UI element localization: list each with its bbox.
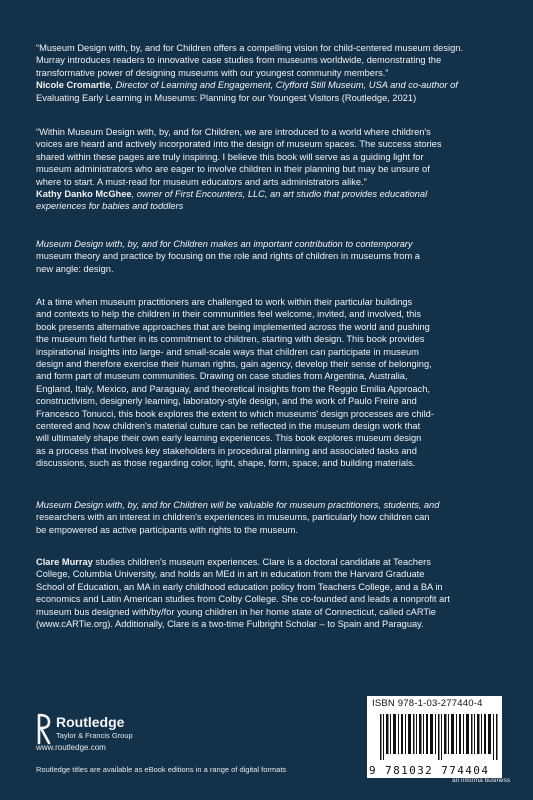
endorsement-1-attribution: [36, 79, 499, 104]
intro-line: museum theory and practice by focusing on the role and rights of children in museums from a: [36, 251, 420, 262]
endorser-role: experiences for babies and toddlers: [36, 201, 184, 212]
routledge-mark-icon: [36, 713, 52, 745]
body-line: and contexts to help the children in their communities feel welcome, invited, and involved, this: [36, 309, 421, 320]
endorsement-2: [36, 126, 499, 213]
bio-line: School of Education, an MA in early childhood education policy from Teachers College, and a BA in: [36, 581, 443, 592]
intro-line: Museum Design with, by, and for Children makes an important contribution to contemporary: [36, 239, 413, 249]
body-line: design and therefore exercise their human rights, gain agency, develop their sense of belonging,: [36, 359, 432, 370]
author-bio: [36, 556, 499, 630]
endorsement-1: [36, 42, 499, 104]
body-line: and form part of museum communities. Drawing on case studies from Argentina, Australia,: [36, 371, 408, 382]
body-line: inspirational insights into large- and small-scale ways that children can participate in museum: [36, 346, 419, 357]
endorser-name: Kathy Danko McGhee: [36, 189, 132, 200]
informa-label: an informa business: [452, 777, 511, 784]
bio-line: economics and Latin American studies from Colby College. She co-founded and leads a nonprofit art: [36, 594, 450, 605]
bio-line: museum bus designed with/by/for young children in her home state of Connecticut, called cARTie: [36, 606, 436, 617]
author-name: Clare Murray: [36, 557, 93, 567]
intro-line: new angle: design.: [36, 263, 114, 274]
endorser-role: , Director of Learning and Engagement, Clyfford Still Museum, USA and co-author of: [110, 80, 458, 91]
body-line: will ultimately shape their own early learning experiences. This book explores museum design: [36, 433, 422, 444]
intro-paragraph: [36, 238, 499, 275]
bio-line: (www.cARTie.org). Additionally, Clare is a two-time Fulbright Scholar – to Spain and Paraguay.: [36, 619, 424, 630]
bio-line: College, Columbia University, and holds an MEd in art in education from the Harvard Graduate: [36, 569, 425, 580]
endorser-name: Nicole Cromartie: [36, 80, 111, 91]
body-line: England, Italy, Mexico, and Paraguay, and theoretical insights from the Reggio Emilia Approach,: [36, 383, 430, 394]
barcode-icon: [380, 714, 498, 760]
audience-line: Museum Design with, by, and for Children will be valuable for museum practitioners, students, and: [36, 500, 440, 510]
body-line: Francesco Tonucci, this book explores the extent to which museums' design processes are child-: [36, 408, 434, 419]
barcode-digits: 9 781032 774404: [369, 764, 490, 777]
description-paragraph: [36, 296, 499, 470]
quote-line: “Museum Design with, by, and for Children offers a compelling vision for child-centered museum design.: [36, 43, 463, 53]
publisher-url[interactable]: www.routledge.com: [36, 743, 106, 752]
audience-paragraph: [36, 499, 499, 536]
publisher-name: Routledge: [56, 714, 125, 730]
quote-line: Murray introduces readers to innovative case studies from museums worldwide, demonstrating the: [36, 55, 442, 66]
body-line: discussions, such as those regarding color, light, shape, form, space, and building materials.: [36, 458, 416, 469]
endorsement-1-quote: [36, 42, 499, 79]
body-line: centered and how children's material culture can be reflected in the museum design work that: [36, 421, 421, 432]
endorsement-2-quote: [36, 126, 499, 188]
endorser-role: Evaluating Early Learning in Museums: Planning for our Youngest Visitors (Routledge, 2021): [36, 92, 417, 103]
audience-line: be empowered as active participants with rights to the museum.: [36, 524, 298, 535]
quote-line: voices are heard and actively incorporated into the design of museum spaces. The success stories: [36, 139, 442, 150]
body-line: the museum field further in its commitment to children, starting with design. This book provides: [36, 334, 425, 345]
publisher-group: Taylor & Francis Group: [56, 731, 133, 740]
quote-line: museum administrators who are eager to involve children in their planning but may be unsure of: [36, 164, 430, 175]
body-line: At a time when museum practitioners are challenged to work within their particular buildings: [36, 297, 413, 307]
quote-line: transformative power of designing museums with our youngest community members.”: [36, 67, 389, 78]
endorsement-2-attribution: [36, 188, 499, 213]
body-line: as a process that involves key stakeholders in procedural planning and associated tasks and: [36, 445, 417, 456]
quote-line: where to start. A must-read for museum educators and arts administrators alike.”: [36, 176, 367, 187]
ebook-note: Routledge titles are available as eBook editions in a range of digital formats: [36, 765, 287, 774]
bio-line: studies children's museum experiences. Clare is a doctoral candidate at Teachers: [92, 557, 431, 567]
isbn-label: ISBN 978-1-03-277440-4: [372, 698, 483, 709]
body-line: constructivism, designerly learning, laboratory-style design, and the work of Paulo Freire and: [36, 396, 417, 407]
quote-line: “Within Museum Design with, by, and for Children, we are introduced to a world where children's: [36, 127, 431, 137]
body-line: book presents alternative approaches that are being implemented across the world and pushing: [36, 321, 430, 332]
quote-line: shared within these pages are truly inspiring. I believe this book will serve as a guiding light for: [36, 151, 424, 162]
audience-line: researchers with an interest in children's experiences in museums, particularly how children can: [36, 512, 430, 523]
endorser-role: , owner of First Encounters, LLC, an art studio that provides educational: [131, 189, 428, 200]
